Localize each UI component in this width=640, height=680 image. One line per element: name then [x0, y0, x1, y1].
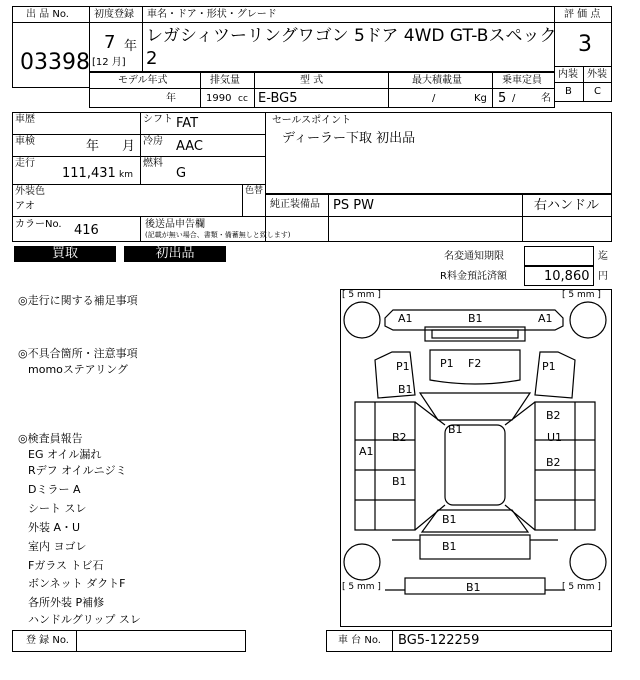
tire-depth-label: [ 5 mm ] [562, 290, 601, 300]
inspector-item: Dミラー A [28, 483, 81, 496]
tire-depth-label: [ 5 mm ] [342, 582, 381, 592]
purchase-badge: 買取 [14, 246, 116, 262]
damage-mark: B2 [392, 431, 407, 444]
recycle-unit: 円 [598, 271, 608, 282]
grade-value: 3 [578, 32, 592, 57]
inspector-item: ハンドルグリップ スレ [28, 613, 141, 626]
lot-label: 出 品 No. [26, 9, 69, 20]
left-body-side [355, 402, 415, 530]
color-change-label: 色替 [245, 186, 264, 196]
sales-point-label: セールスポイント [272, 115, 352, 126]
capacity-value: 5 [498, 91, 507, 106]
change-notice-label: 名変通知期限 [444, 251, 504, 262]
ac-label: 冷房 [143, 136, 163, 147]
model-year-unit: 年 [166, 93, 176, 104]
displacement-unit: cc [238, 94, 248, 104]
damage-mark: F2 [468, 357, 482, 370]
damage-mark: A1 [359, 445, 374, 458]
color-value: アオ [15, 201, 35, 212]
after-report-note: (記載が無い場合、書類・備蓄無しと致します) [145, 231, 291, 239]
damage-mark: B1 [392, 475, 407, 488]
capacity-unit: 名 [541, 93, 551, 104]
mileage-value: 111,431 [62, 166, 116, 181]
type-value: E-BG5 [258, 91, 298, 106]
tire-depth-label: [ 5 mm ] [342, 290, 381, 300]
color-no-value: 416 [74, 223, 99, 238]
year-unit: 年 [124, 39, 138, 54]
sales-point-value: ディーラー下取 初出品 [282, 131, 416, 146]
color-no-label: カラーNo. [15, 219, 62, 230]
exterior-value: C [594, 86, 601, 97]
inspector-item: 各所外装 P補修 [28, 596, 105, 609]
driving-notes-header: ◎走行に関する補足事項 [18, 294, 138, 307]
max-load-label: 最大積載量 [412, 75, 462, 86]
type-label: 型 式 [300, 75, 324, 86]
fuel-value: G [176, 166, 187, 181]
recycle-label: R料金預託済額 [440, 271, 507, 282]
max-load-unit: Kg [474, 93, 487, 104]
displacement-value: 1990 [206, 93, 232, 104]
inspector-item: シート スレ [28, 502, 87, 515]
color-label: 外装色 [15, 186, 45, 197]
damage-mark: B1 [448, 423, 463, 436]
ac-value: AAC [176, 139, 203, 154]
lot-number: 03398 [20, 50, 90, 75]
damage-mark: P1 [542, 360, 556, 373]
exterior-label: 外装 [587, 69, 607, 80]
damage-mark: B1 [468, 312, 483, 325]
mileage-unit: km [119, 170, 133, 180]
inspector-item: EG オイル漏れ [28, 448, 102, 461]
recycle-value: 10,860 [544, 269, 590, 284]
damage-mark: B1 [466, 581, 481, 594]
shift-value: FAT [176, 116, 199, 131]
inspection-month: 月 [122, 139, 136, 154]
tire-depth-label: [ 5 mm ] [562, 582, 601, 592]
equipment-value: PS PW [333, 198, 374, 213]
damage-mark: B1 [442, 513, 457, 526]
inspection-year: 年 [86, 139, 100, 154]
damage-mark: B1 [398, 383, 413, 396]
damage-mark: B2 [546, 409, 561, 422]
damage-mark: P1 [396, 360, 410, 373]
interior-label: 内装 [558, 69, 578, 80]
defects-header: ◎不具合箇所・注意事項 [18, 347, 138, 360]
front-grille [425, 327, 525, 341]
change-notice-unit: 迄 [598, 251, 608, 262]
inspector-item: Rデフ オイルニジミ [28, 464, 127, 477]
windshield [420, 393, 530, 420]
damage-mark: A1 [398, 312, 413, 325]
inspection-label: 車検 [15, 136, 35, 147]
rear-hatch [420, 535, 530, 559]
reg-no-label: 登 録 No. [26, 635, 69, 646]
year-value: 7 [104, 32, 116, 53]
inspector-header: ◎検査員報告 [18, 432, 83, 445]
first-reg-label: 初度登録 [94, 9, 134, 20]
equipment-label: 純正装備品 [270, 199, 320, 210]
car-name-line2: 2 [146, 48, 158, 69]
first-listing-badge: 初出品 [124, 246, 226, 262]
history-label: 車歴 [15, 114, 35, 125]
tire-rear-right [570, 544, 606, 580]
mileage-label: 走行 [15, 158, 35, 169]
model-year-label: モデル年式 [118, 75, 168, 86]
chassis-label: 車 台 No. [338, 635, 381, 646]
front-fender-right [535, 352, 575, 398]
roof [445, 425, 505, 505]
car-name-line1: レガシィツーリングワゴン 5ドア 4WD GT-Bスペック [146, 26, 557, 46]
damage-mark: P1 [440, 357, 454, 370]
grade-label: 評 価 点 [564, 9, 601, 20]
capacity-slash: / [512, 93, 516, 104]
after-report-label: 後送品申告欄 [145, 219, 205, 230]
displacement-label: 排気量 [210, 75, 240, 86]
handle-value: 右ハンドル [534, 198, 600, 213]
fuel-label: 燃料 [143, 158, 163, 169]
max-load-slash: / [432, 93, 436, 104]
tire-front-left [344, 302, 380, 338]
month-value: [12 月] [92, 57, 126, 68]
inspector-item: ボンネット ダクトF [28, 577, 126, 590]
interior-value: B [565, 86, 572, 97]
chassis-value: BG5-122259 [398, 633, 480, 648]
shift-label: シフト [143, 114, 173, 125]
inspector-item: 室内 ヨゴレ [28, 540, 87, 553]
damage-mark: U1 [547, 431, 563, 444]
damage-mark: B2 [546, 456, 561, 469]
damage-mark: B1 [442, 540, 457, 553]
damage-mark: A1 [538, 312, 553, 325]
inspector-item: Fガラス トビ石 [28, 559, 104, 572]
rear-window [422, 510, 528, 532]
tire-front-right [570, 302, 606, 338]
model-header: 車名・ドア・形状・グレード [147, 9, 277, 20]
right-body-side [535, 402, 595, 530]
inspector-item: 外装 A・U [28, 521, 81, 534]
tire-rear-left [344, 544, 380, 580]
defects-item: momoステアリング [28, 363, 129, 376]
capacity-label: 乗車定員 [502, 75, 542, 86]
